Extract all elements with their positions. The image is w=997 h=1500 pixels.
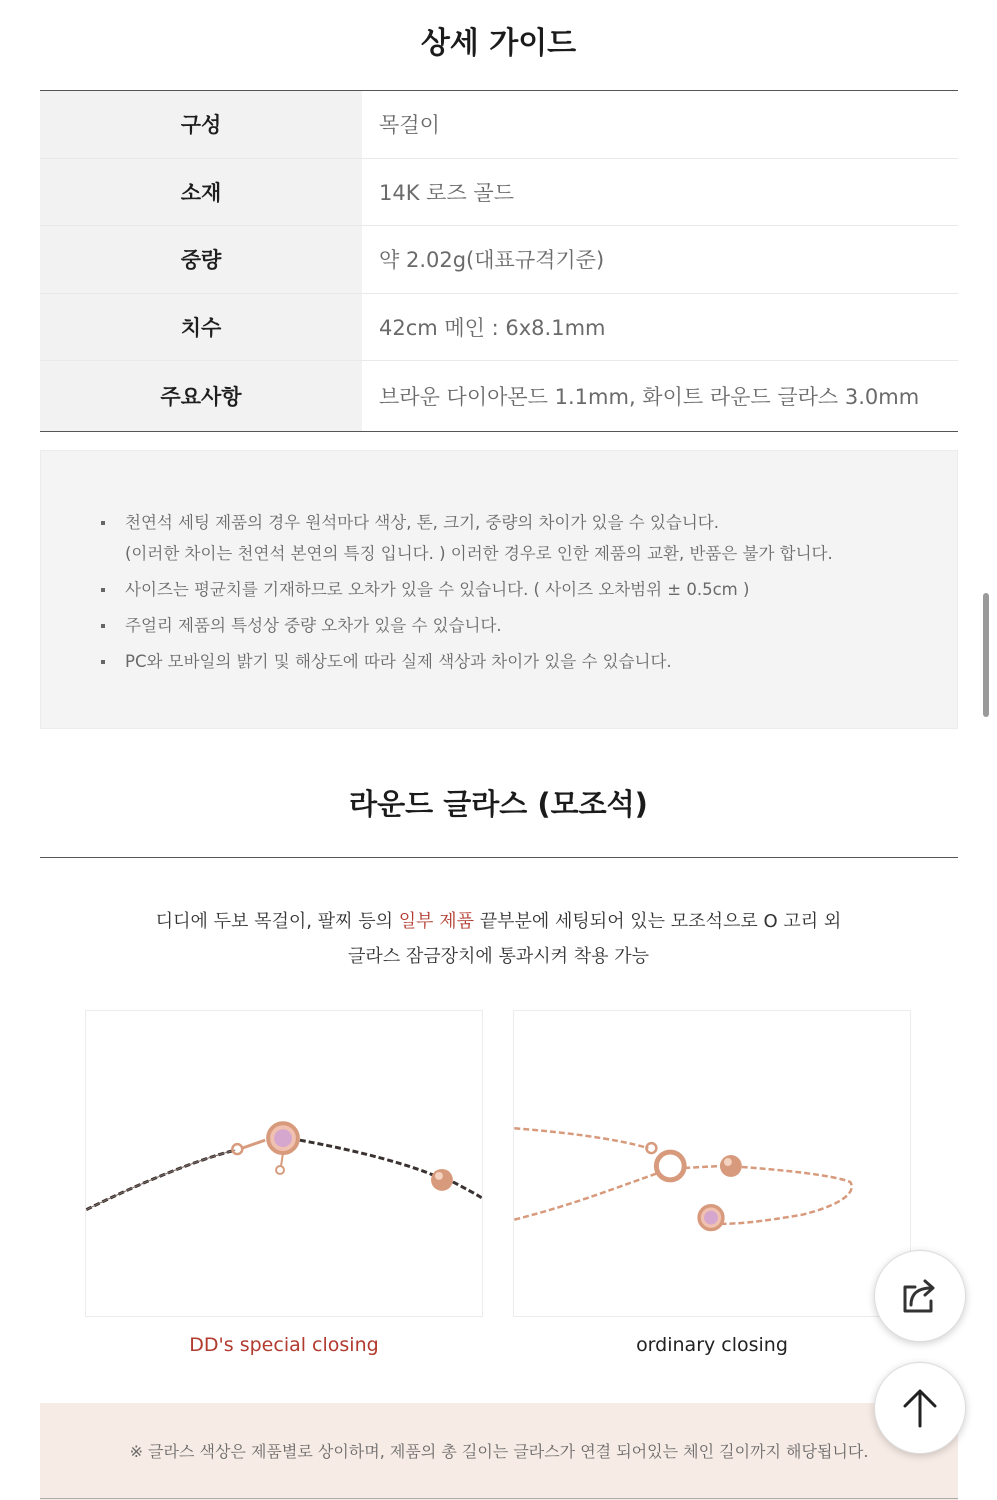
spec-value: 브라운 다이아몬드 1.1mm, 화이트 라운드 글라스 3.0mm	[379, 385, 920, 410]
spec-label: 주요사항	[40, 361, 362, 431]
notice-text: (이러한 차이는 천연석 본연의 특징 입니다. ) 이러한 경우로 인한 제품의 교환, 반품은 불가 합니다.	[125, 544, 833, 563]
notice-text: 주얼리 제품의 특성상 중량 오차가 있을 수 있습니다.	[125, 616, 502, 635]
description-text: 끝부분에 세팅되어 있는 모조석으로 O 고리 외	[474, 911, 842, 932]
spec-table	[40, 90, 958, 432]
divider	[40, 857, 958, 858]
notice-item	[101, 646, 917, 677]
glass-description	[0, 904, 997, 974]
section-title: 라운드 글라스 (모조석)	[349, 787, 648, 821]
notice-item	[101, 507, 917, 569]
notice-item	[101, 574, 917, 605]
spec-label: 치수	[40, 294, 362, 361]
spec-value: 14K 로즈 골드	[379, 180, 514, 205]
spec-row	[40, 226, 958, 294]
special-closing-photo	[85, 1010, 483, 1317]
spec-value: 42cm 메인 : 6x8.1mm	[379, 316, 606, 341]
caption-ordinary-closing: ordinary closing	[636, 1334, 788, 1356]
notice-box	[40, 450, 958, 729]
page-title: 상세 가이드	[420, 26, 577, 61]
spec-label: 소재	[40, 159, 362, 226]
description-highlight: 일부 제품	[398, 911, 475, 932]
notice-text: 천연석 세팅 제품의 경우 원석마다 색상, 톤, 크기, 중량의 차이가 있을 수 있습니다.	[125, 513, 719, 532]
spec-label: 구성	[40, 91, 362, 158]
bracelet-ordinary-closing-image	[514, 1011, 910, 1316]
notice-item	[101, 610, 917, 641]
notice-text: PC와 모바일의 밝기 및 해상도에 따라 실제 색상과 차이가 있을 수 있습니다.	[125, 652, 672, 671]
spec-label: 중량	[40, 226, 362, 293]
share-icon	[897, 1273, 943, 1319]
bracelet-special-closing-image	[86, 1011, 482, 1316]
footer-note: ※ 글라스 색상은 제품별로 상이하며, 제품의 총 길이는 글라스가 연결 되어있는 체인 길이까지 해당됩니다.	[40, 1403, 958, 1500]
description-line	[0, 904, 997, 939]
spec-row	[40, 159, 958, 227]
description-line: 글라스 잠금장치에 통과시켜 착용 가능	[347, 946, 650, 967]
arrow-up-icon	[898, 1386, 942, 1430]
share-button[interactable]	[874, 1250, 966, 1342]
caption-special-closing: DD's special closing	[189, 1334, 379, 1356]
ordinary-closing-photo	[513, 1010, 911, 1317]
scroll-to-top-button[interactable]	[874, 1362, 966, 1454]
divider	[40, 1498, 958, 1499]
description-text: 디디에 두보 목걸이, 팔찌 등의	[155, 911, 399, 932]
spec-value: 약 2.02g(대표규격기준)	[379, 248, 605, 273]
spec-row	[40, 91, 958, 159]
scrollbar[interactable]	[983, 593, 989, 717]
notice-text: 사이즈는 평균치를 기재하므로 오차가 있을 수 있습니다. ( 사이즈 오차범위 ± 0.5cm )	[125, 580, 750, 599]
spec-value: 목걸이	[379, 113, 440, 138]
spec-row	[40, 361, 958, 431]
spec-row	[40, 294, 958, 362]
